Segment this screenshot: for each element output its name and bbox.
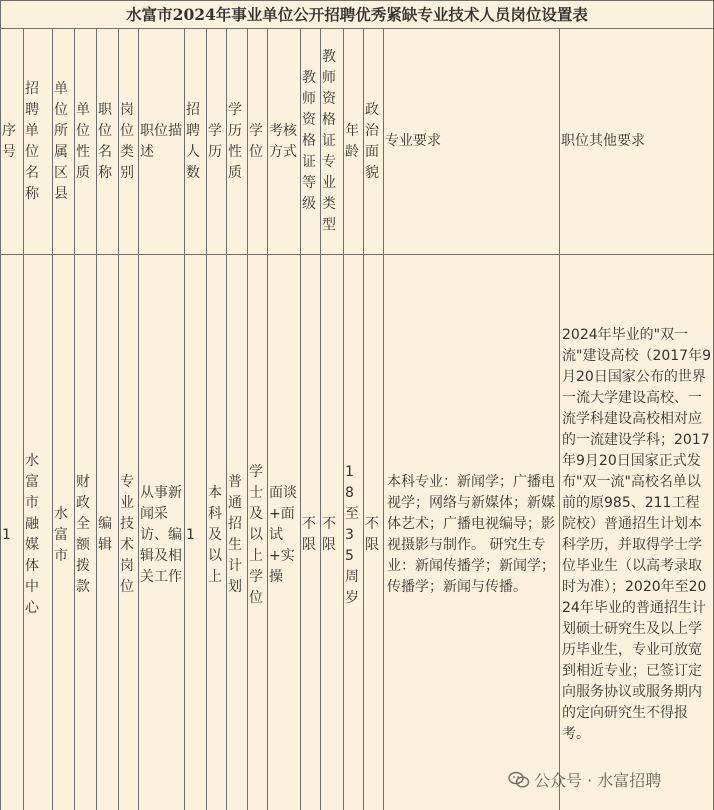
header-row	[1, 29, 714, 255]
table-title: 水富市2024年事业单位公开招聘优秀紧缺专业技术人员岗位设置表	[1, 1, 714, 29]
cell-major: 本科专业：新闻学；广播电视学；网络与新媒体；新媒体艺术；广播电视编导；影视摄影与制作。 研究生专业：新闻传播学；新闻学；传播学；新闻与传播。	[384, 255, 560, 810]
cell-other-requirements: 2024年毕业的"双一流"建设高校（2017年9月20日国家公布的世界一流大学建设高校、一流学科建设高校相对应的一流建设学科；2017年9月20日国家正式发布"双一流"高校名单以前的原985、211工程院校）普通招生计划本科学历，并取得学士学位毕业生（以高考录取时为准）；2020年至2024年毕业的普通招生计划硕士研究生及以上学历毕业生，专业可放宽到相近专业；已签订定向服务协议或服务期内的定向研究生不得报考。	[560, 255, 714, 810]
header-cell: 专业要求	[384, 29, 560, 255]
cell-category: 专业技术岗位	[119, 255, 139, 810]
header-cell: 教师资格证等级	[301, 29, 321, 255]
header-cell: 职位其他要求	[560, 29, 714, 255]
cell-degree: 学士及以上学位	[248, 255, 268, 810]
wechat-icon	[508, 771, 530, 789]
cell-position: 编辑	[97, 255, 119, 810]
cell-district: 水富市	[53, 255, 75, 810]
header-cell: 职位名称	[97, 29, 119, 255]
cell-nature: 财政全额拨款	[75, 255, 97, 810]
header-cell: 招聘人数	[185, 29, 207, 255]
header-cell: 岗位类别	[119, 29, 139, 255]
cell-description: 从事新闻采访、编辑及相关工作	[139, 255, 185, 810]
header-cell: 学历性质	[227, 29, 248, 255]
header-cell: 教师资格证专业类型	[321, 29, 344, 255]
header-cell: 学历	[207, 29, 227, 255]
cell-seq: 1	[1, 255, 24, 810]
cell-politics: 不限	[364, 255, 384, 810]
cell-edu-type: 普通招生计划	[227, 255, 248, 810]
cell-cert-type: 不限	[321, 255, 344, 810]
cell-cert-level: 不限	[301, 255, 321, 810]
header-cell: 政治面貌	[364, 29, 384, 255]
header-cell: 序号	[1, 29, 24, 255]
table-row	[1, 255, 714, 810]
cell-exam: 面谈+面试+实操	[268, 255, 301, 810]
cell-age: 18至35周岁	[344, 255, 364, 810]
cell-education: 本科及以上	[207, 255, 227, 810]
cell-unit: 水富市融媒体中心	[24, 255, 53, 810]
header-cell: 考核方式	[268, 29, 301, 255]
header-cell: 年龄	[344, 29, 364, 255]
watermark	[508, 768, 661, 791]
header-cell: 学位	[248, 29, 268, 255]
watermark-text: 公众号 · 水富招聘	[534, 771, 662, 790]
header-cell: 职位描述	[139, 29, 185, 255]
cell-count: 1	[185, 255, 207, 810]
header-cell: 单位所属区县	[53, 29, 75, 255]
header-cell: 招聘单位名称	[24, 29, 53, 255]
header-cell: 单位性质	[75, 29, 97, 255]
